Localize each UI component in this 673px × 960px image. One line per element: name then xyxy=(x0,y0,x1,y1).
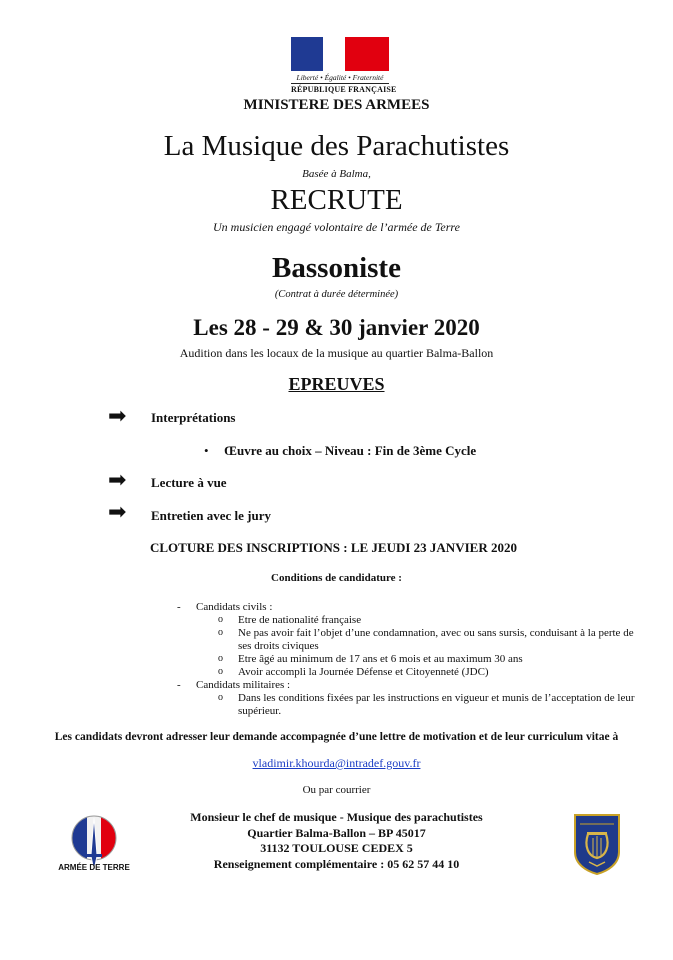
recruit-heading: RECRUTE xyxy=(270,184,403,216)
arrow-right-icon: ➡ xyxy=(108,404,127,429)
tricolor-flag-icon xyxy=(291,37,389,71)
lyre-insignia-icon xyxy=(572,812,622,876)
list-item: Ne pas avoir fait l’objet d’une condamnation, avec ou sans sursis, conduisant à la perte de ses droits civiques xyxy=(238,627,634,652)
recruit-subtitle: Un musicien engagé volontaire de l’armée de Terre xyxy=(213,220,460,234)
instrument-title: Bassoniste xyxy=(272,252,401,284)
list-item: Dans les conditions fixées par les instructions en vigueur et munis de l’acceptation de leur supérieur. xyxy=(238,692,635,717)
contact-email-link[interactable]: vladimir.khourda@intradef.gouv.fr xyxy=(252,756,421,770)
conditions-title: Conditions de candidature : xyxy=(271,572,402,584)
marianne-logo xyxy=(291,37,397,94)
test-item: Entretien avec le jury xyxy=(151,508,271,523)
circle-bullet-icon: o xyxy=(218,627,223,638)
list-item: Etre âgé au minimum de 17 ans et 6 mois et au maximum 30 ans xyxy=(238,653,523,665)
military-candidates-label: Candidats militaires : xyxy=(196,679,291,691)
dash-bullet: - xyxy=(177,679,181,691)
circle-bullet-icon: o xyxy=(218,614,223,625)
circle-bullet-icon: o xyxy=(218,666,223,677)
or-by-mail: Ou par courrier xyxy=(302,784,371,796)
address-line: Monsieur le chef de musique - Musique des parachutistes xyxy=(190,810,483,824)
address-line: Quartier Balma-Ballon – BP 45017 xyxy=(247,825,426,840)
test-item: Interprétations xyxy=(151,410,236,425)
dash-bullet: - xyxy=(177,601,181,613)
republique-francaise: RÉPUBLIQUE FRANÇAISE xyxy=(291,85,397,94)
list-item: Etre de nationalité française xyxy=(238,614,362,626)
ministry-name: MINISTERE DES ARMEES xyxy=(243,97,430,113)
circle-bullet-icon: o xyxy=(218,692,223,703)
tests-heading: EPREUVES xyxy=(288,374,385,394)
page-title: La Musique des Parachutistes xyxy=(163,130,510,162)
test-sub-item: Œuvre au choix – Niveau : Fin de 3ème Cycle xyxy=(224,443,477,458)
republic-motto: Liberté • Égalité • Fraternité xyxy=(296,73,384,82)
arrow-right-icon: ➡ xyxy=(108,468,127,493)
bullet-icon: • xyxy=(204,443,209,458)
list-item: Avoir accompli la Journée Défense et Citoyenneté (JDC) xyxy=(238,666,489,678)
audition-dates: Les 28 - 29 & 30 janvier 2020 xyxy=(193,315,480,340)
test-item: Lecture à vue xyxy=(151,475,227,490)
contract-type: (Contrat à durée déterminée) xyxy=(274,289,399,300)
civil-candidates-label: Candidats civils : xyxy=(196,601,273,613)
based-location: Basée à Balma, xyxy=(302,168,371,180)
registration-deadline: CLOTURE DES INSCRIPTIONS : LE JEUDI 23 JANVIER 2020 xyxy=(150,540,517,555)
arrow-right-icon: ➡ xyxy=(108,500,127,525)
audition-location: Audition dans les locaux de la musique au quartier Balma-Ballon xyxy=(179,346,494,360)
address-line: Renseignement complémentaire : 05 62 57 44 10 xyxy=(213,856,460,871)
address-line: 31132 TOULOUSE CEDEX 5 xyxy=(260,841,413,855)
application-instructions: Les candidats devront adresser leur demande accompagnée d’une lettre de motivation et de leur curriculum vitae à xyxy=(54,731,619,743)
armee-de-terre-label: ARMÉE DE TERRE xyxy=(58,863,130,872)
circle-bullet-icon: o xyxy=(218,653,223,664)
